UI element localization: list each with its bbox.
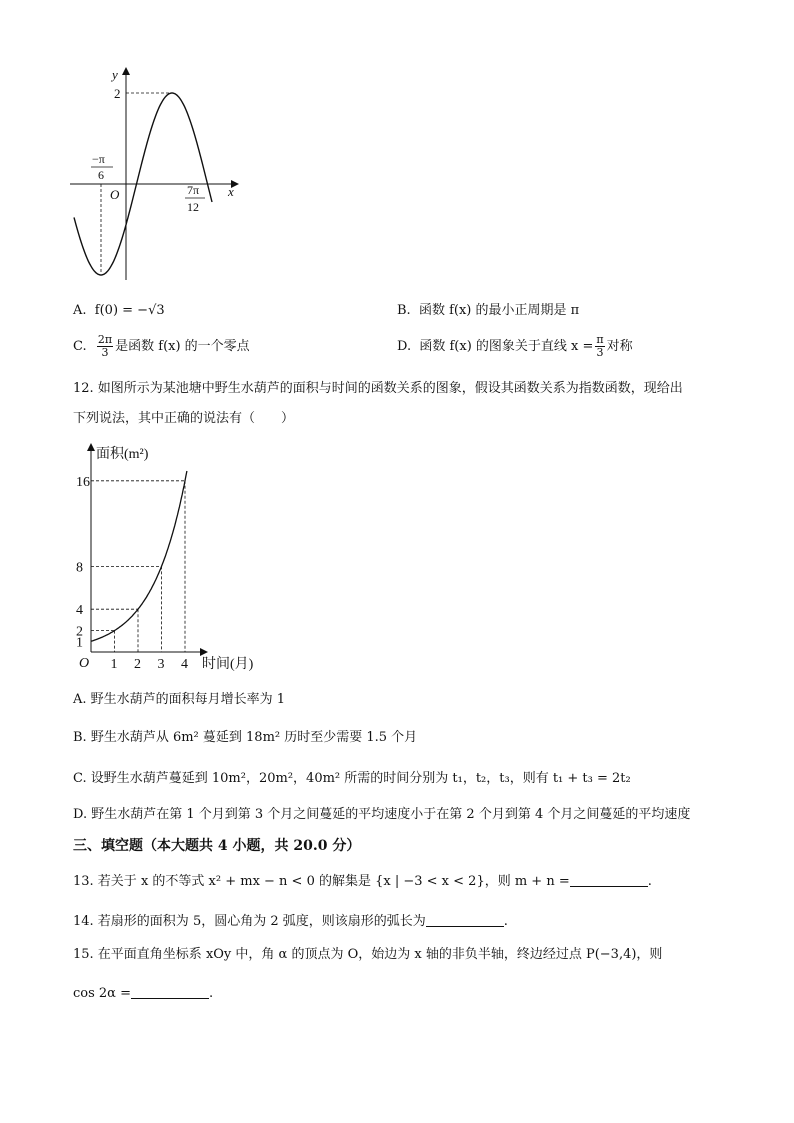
q15-answer-blank[interactable] — [131, 984, 209, 999]
chart-series-line — [91, 471, 187, 641]
q14: 14. 若扇形的面积为 5，圆心角为 2 弧度，则该扇形的弧长为 . — [73, 914, 508, 929]
q12-stem-line1: 12. 如图所示为某池塘中野生水葫芦的面积与时间的函数关系的图象，假设其函数关系为指数函数，现给出 — [73, 381, 683, 396]
chart-x-label: 时间(月) — [202, 657, 254, 672]
q12-stem-line2: 下列说法，其中正确的说法有（ ） — [73, 411, 295, 426]
y-tick-4: 4 — [76, 603, 83, 619]
neg-pi-over-6-num: −π — [92, 152, 105, 166]
q14-answer-blank[interactable] — [426, 912, 504, 927]
y-tick-16: 16 — [76, 474, 90, 490]
q13-answer-blank[interactable] — [570, 872, 648, 887]
sine-graph-figure — [60, 62, 260, 290]
x-axis-label: x — [228, 184, 234, 199]
q12-option-c: C. 设野生水葫芦蔓延到 10m²，20m²，40m² 所需的时间分别为 t₁，t₂，t₃，则有 t₁ + t₃ = 2t₂ — [73, 771, 631, 786]
chart-y-label: 面积(m²) — [96, 447, 149, 462]
x-tick-3: 3 — [157, 657, 165, 672]
neg-pi-over-6-den: 6 — [98, 168, 104, 182]
q12-option-a: A. 野生水葫芦的面积每月增长率为 1 — [73, 692, 286, 707]
q11-option-a: A. f(0) = −√3 — [73, 303, 165, 318]
seven-pi-over-12-num: 7π — [187, 183, 200, 197]
chart-guides — [91, 481, 185, 652]
x-tick-2: 2 — [134, 657, 141, 672]
origin-label: O — [110, 187, 120, 202]
y-tick-8: 8 — [76, 560, 83, 576]
chart-y-ticks — [76, 475, 90, 651]
q12-option-d: D. 野生水葫芦在第 1 个月到第 3 个月之间蔓延的平均速度小于在第 2 个月到第 4 个月之间蔓延的平均速度 — [73, 807, 691, 822]
q11-option-b: B. 函数 f(x) 的最小正周期是 π — [397, 303, 580, 318]
q15-line1: 15. 在平面直角坐标系 xOy 中，角 α 的顶点为 O，始边为 x 轴的非负半轴，终边经过点 P(−3,4)，则 — [73, 947, 663, 962]
q13: 13. 若关于 x 的不等式 x² + mx − n < 0 的解集是 {x | −3 < x < 2}，则 m + n = . — [73, 874, 652, 889]
chart-origin-label: O — [79, 656, 90, 671]
x-tick-4: 4 — [181, 657, 188, 672]
chart-x-ticks — [111, 657, 189, 672]
growth-chart — [72, 440, 292, 680]
seven-pi-over-12-den: 12 — [187, 200, 199, 214]
x-tick-1: 1 — [110, 657, 118, 672]
q11-option-d: D. 函数 f(x) 的图象关于直线 x = $\frac{\pi}{3}$ 对称 — [397, 333, 633, 359]
q15-line2: cos 2α = . — [73, 986, 214, 1001]
max-value-label: 2 — [114, 86, 121, 101]
q12-option-b: B. 野生水葫芦从 6m² 蔓延到 18m² 历时至少需要 1.5 个月 — [73, 730, 418, 745]
y-tick-1: 1 — [76, 635, 83, 651]
y-axis-label: y — [112, 67, 118, 82]
y-tick-2: 2 — [76, 624, 83, 640]
section-3-heading: 三、填空题（本大题共 4 小题，共 20.0 分） — [73, 838, 361, 854]
q11-option-c: C. $\frac{2\pi}{3}$ 是函数 f(x) 的一个零点 — [73, 333, 250, 359]
